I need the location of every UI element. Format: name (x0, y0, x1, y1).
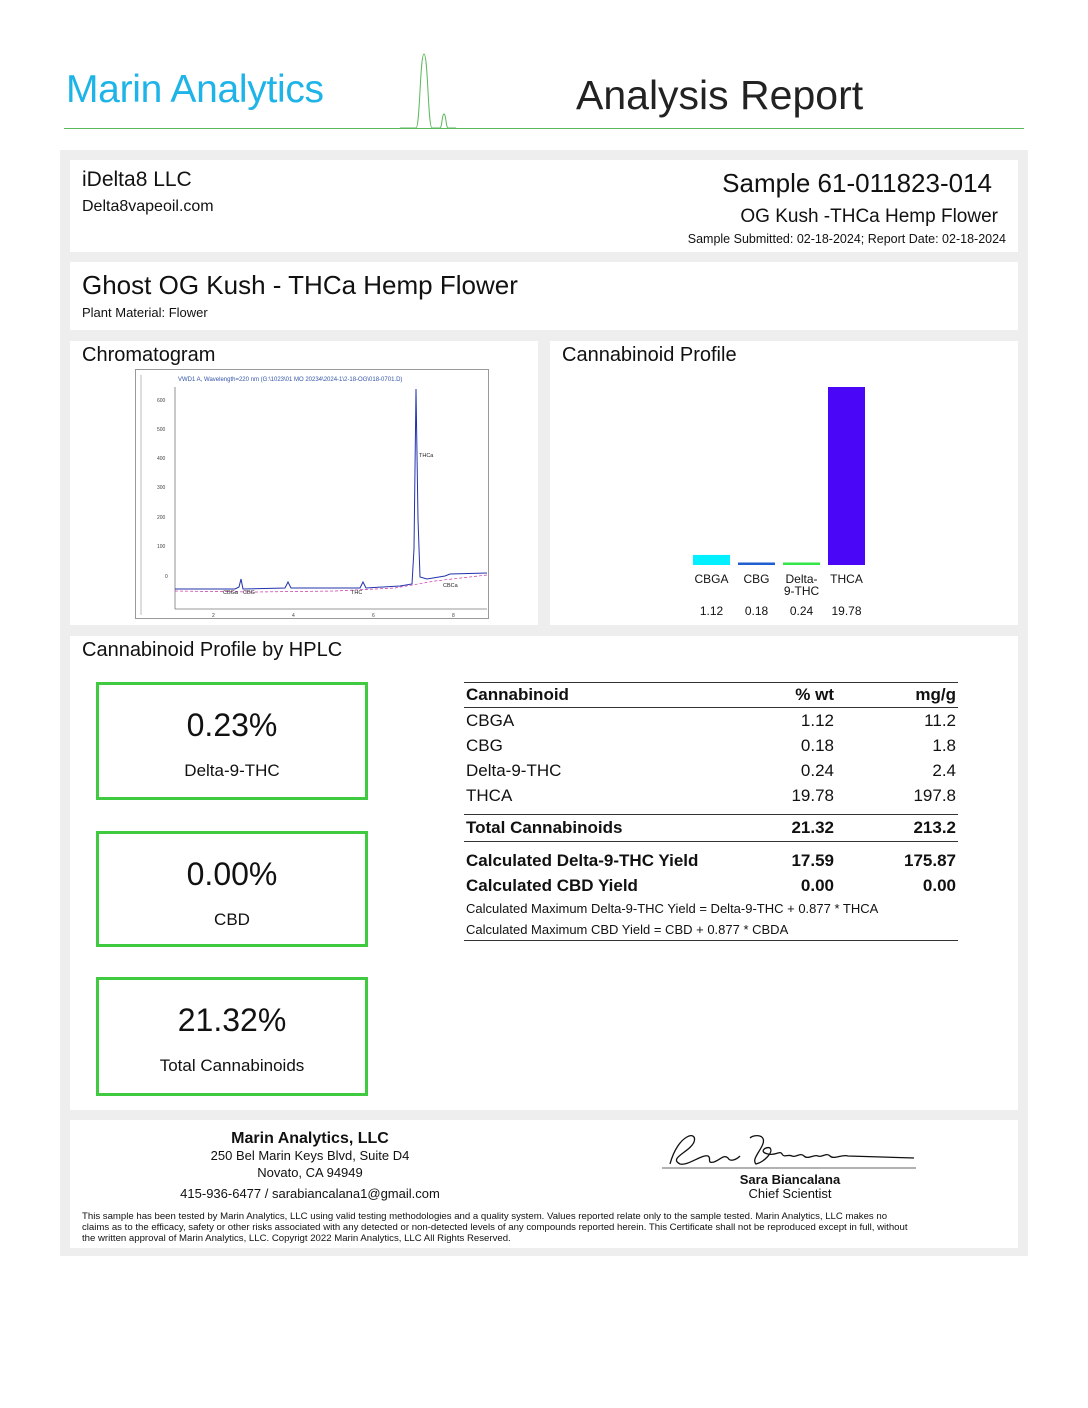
x-tick: 2 (212, 613, 215, 619)
table-row (464, 783, 958, 808)
profile-chart-heading: Cannabinoid Profile (562, 344, 737, 366)
chromatogram-panel (70, 341, 538, 625)
value-label: 1.12 (699, 604, 724, 618)
total-cannabinoids-summary-box (96, 977, 368, 1096)
x-tick: 6 (372, 613, 375, 619)
y-tick: 0 (165, 574, 168, 580)
y-tick: 200 (157, 515, 166, 521)
cell-mg: 1.8 (932, 735, 956, 755)
signature-image (658, 1124, 920, 1172)
category-label: Delta-9-THC (783, 572, 820, 598)
cell-name: Total Cannabinoids (464, 815, 716, 842)
signer-title: Chief Scientist (748, 1186, 832, 1201)
lab-address-line1: 250 Bel Marin Keys Blvd, Suite D4 (210, 1148, 410, 1163)
bar-delta-9-thc (783, 563, 820, 566)
col-header-percent: % wt (716, 683, 836, 708)
cannabinoid-table (464, 682, 958, 941)
brand-logo-text: Marin Analytics (66, 68, 324, 111)
chromatogram-plot-title: VWD1 A, Wavelength=220 nm (G:\1023\01 MO 20234\2024-1\2-18-OG\018-0701.D) (178, 377, 403, 383)
cell-percent: 0.00 (800, 875, 834, 895)
lab-name: Marin Analytics, LLC (231, 1130, 389, 1147)
footer-panel (70, 1120, 1018, 1248)
profile-chart-panel (550, 341, 1018, 625)
total-cannabinoids-label: Total Cannabinoids (159, 1056, 305, 1075)
hplc-heading: Cannabinoid Profile by HPLC (82, 639, 343, 661)
x-tick: 4 (292, 613, 295, 619)
formula-note: Calculated Maximum CBD Yield = CBD + 0.877 * CBDA (464, 919, 958, 941)
cell-name: CBGA (466, 710, 515, 730)
cell-name: Calculated CBD Yield (466, 875, 638, 895)
bar-cbg (738, 563, 775, 566)
cbd-summary-box (96, 831, 368, 947)
chromatogram-plot (135, 369, 489, 619)
chromatogram-heading: Chromatogram (82, 344, 216, 366)
cell-percent: 19.78 (791, 785, 834, 805)
category-label: CBG (743, 572, 770, 586)
lab-address-line2: Novato, CA 94949 (257, 1165, 363, 1180)
cell-mg: 213.2 (836, 815, 958, 842)
delta9-thc-label: Delta-9-THC (184, 761, 280, 780)
cell-percent: 1.12 (800, 710, 834, 730)
yield-row (464, 848, 958, 873)
product-panel (70, 262, 1018, 330)
col-header-cannabinoid: Cannabinoid (464, 683, 716, 708)
disclaimer-line: This sample has been tested by Marin Analytics, LLC using valid testing methodologies and a quality system. Values reported relate only to the sample tested. Marin Analytics, LLC makes no (82, 1211, 888, 1222)
cell-percent: 17.59 (791, 850, 834, 870)
sample-id: Sample 61-011823-014 (722, 168, 992, 198)
table-row (464, 733, 958, 758)
y-tick: 100 (157, 544, 166, 550)
y-tick: 500 (157, 427, 166, 433)
yield-row (464, 873, 958, 898)
cell-mg: 175.87 (904, 850, 956, 870)
delta9-thc-value: 0.23% (186, 707, 278, 743)
client-panel (70, 160, 1018, 252)
bar-thca (828, 387, 865, 565)
cbd-label: CBD (214, 910, 250, 929)
client-name: iDelta8 LLC (82, 168, 192, 191)
y-tick: 400 (157, 456, 166, 462)
disclaimer-line: claims as to the efficacy, safety or other risks associated with any detected or non-detected levels of any compounds reported herein. This Certificate shall not be reproduced except in full, without (82, 1222, 908, 1233)
peak-label-cbga: CBGa (223, 590, 238, 596)
cell-mg: 0.00 (922, 875, 956, 895)
cell-name: THCA (466, 785, 513, 805)
client-website: Delta8vapeoil.com (82, 198, 214, 215)
cell-percent: 0.18 (800, 735, 834, 755)
lab-contact: 415-936-6477 / sarabiancalana1@gmail.com (180, 1186, 440, 1201)
chromatogram-peak-logo (398, 48, 458, 130)
y-tick: 600 (157, 398, 166, 404)
cannabinoid-bar-chart (690, 379, 900, 623)
table-row (464, 708, 958, 734)
cell-percent: 21.32 (716, 815, 836, 842)
formula-note: Calculated Maximum Delta-9-THC Yield = Delta-9-THC + 0.877 * THCA (466, 901, 879, 916)
cbd-value: 0.00% (186, 856, 278, 892)
report-title: Analysis Report (576, 72, 864, 118)
peak-label-cbg: CBG (243, 590, 255, 596)
cell-mg: 11.2 (924, 710, 956, 730)
cell-mg: 2.4 (932, 760, 956, 780)
table-row (464, 758, 958, 783)
formula-note-row (464, 898, 958, 919)
value-label: 0.24 (789, 604, 814, 618)
plant-material: Plant Material: Flower (82, 305, 208, 320)
total-cannabinoids-value: 21.32% (177, 1002, 287, 1038)
table-header-row (464, 683, 958, 708)
disclaimer-line: the written approval of Marin Analytics, LLC. Copyrigt 2022 Marin Analytics, LLC All Rights Reserved. (82, 1233, 511, 1244)
cell-percent: 0.24 (800, 760, 834, 780)
value-label: 0.18 (744, 604, 769, 618)
peak-label-cbca: CBCa (443, 583, 458, 589)
category-label: THCA (830, 572, 863, 586)
formula-note-row (464, 919, 958, 941)
total-row (464, 815, 958, 842)
y-tick: 300 (157, 485, 166, 491)
cell-mg: 197.8 (913, 785, 956, 805)
sample-name: OG Kush -THCa Hemp Flower (740, 206, 998, 227)
value-label: 19.78 (831, 604, 862, 618)
cell-name: Delta-9-THC (466, 760, 562, 780)
report-dates: Sample Submitted: 02-18-2024; Report Date: 02-18-2024 (687, 232, 1006, 246)
category-label: CBGA (694, 572, 729, 586)
x-tick: 8 (452, 613, 455, 619)
peak-label-thca: THCa (419, 453, 434, 459)
product-name: Ghost OG Kush - THCa Hemp Flower (82, 270, 518, 300)
bar-cbga (693, 555, 730, 565)
signer-name: Sara Biancalana (739, 1172, 841, 1187)
peak-label-thc: THC (351, 590, 363, 596)
delta9-thc-summary-box (96, 682, 368, 800)
header-divider (64, 128, 1024, 129)
col-header-mg: mg/g (836, 683, 958, 708)
cell-name: CBG (466, 735, 503, 755)
cell-name: Calculated Delta-9-THC Yield (466, 850, 699, 870)
